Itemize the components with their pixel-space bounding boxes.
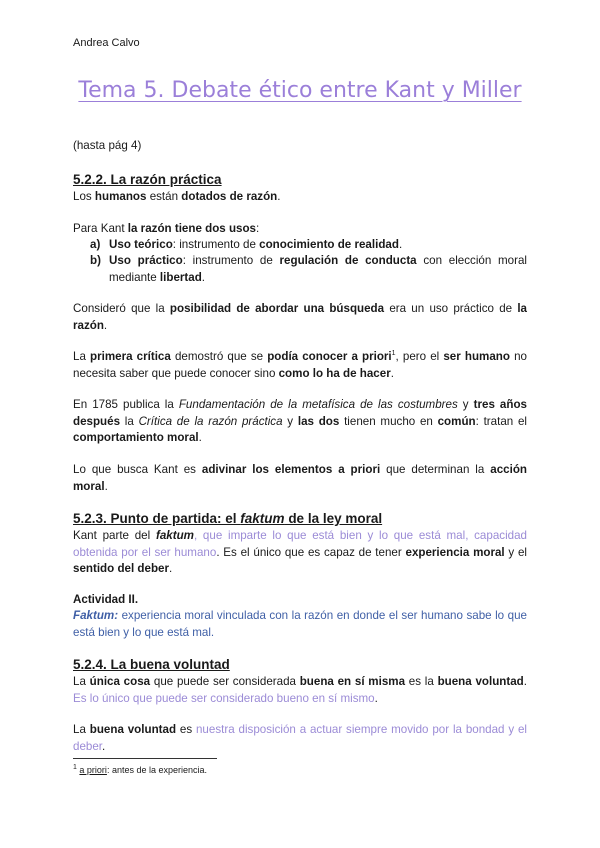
- paragraph-faktum: Kant parte del faktum, que imparte lo que está bien y lo que está mal, capacidad obtenida por el ser humano. Es el único que es capaz de tener experiencia moral y el sentido del deber.: [73, 529, 527, 575]
- page-title: Tema 5. Debate ético entre Kant y Miller: [78, 78, 522, 103]
- footnote-ref[interactable]: 1: [391, 350, 396, 358]
- activity-heading: Actividad II.: [73, 593, 139, 606]
- author-name: Andrea Calvo: [73, 37, 140, 49]
- list-item-uso-practico: b) Uso práctico: instrumento de regulación de conducta con elección moral mediante libertad.: [90, 254, 527, 284]
- paragraph-unica-cosa: La única cosa que puede ser considerada buena en sí misma es la buena voluntad. Es lo único que puede ser considerado bueno en sí mismo.: [73, 675, 527, 705]
- list-item-uso-teorico: a) Uso teórico: instrumento de conocimiento de realidad.: [90, 238, 403, 251]
- scope-note: (hasta pág 4): [73, 139, 142, 152]
- section-heading-razon-practica: 5.2.2. La razón práctica: [73, 172, 222, 187]
- section-heading-buena-voluntad: 5.2.4. La buena voluntad: [73, 657, 230, 672]
- activity-definition: Faktum: experiencia moral vinculada con la razón en donde el ser humano sabe lo que está bien y lo que está mal.: [73, 609, 527, 639]
- paragraph-humanos: Los humanos están dotados de razón.: [73, 190, 281, 203]
- footnote: $^1$ a priori: antes de la experiencia.: [73, 764, 208, 775]
- section-heading-punto-de-partida: 5.2.3. Punto de partida: el faktum de la ley moral: [73, 511, 383, 526]
- paragraph-primera-critica: La primera crítica demostró que se podía conocer a priori$^1$, pero el ser humano no necesita saber que puede conocer sino como lo ha de hacer.: [73, 350, 527, 380]
- paragraph-buena-voluntad: La buena voluntad es nuestra disposición a actuar siempre movido por la bondad y el deber.: [73, 723, 528, 753]
- footnote-divider: [73, 758, 217, 759]
- paragraph-dos-usos: Para Kant la razón tiene dos usos:: [73, 222, 260, 235]
- paragraph-posibilidad: Consideró que la posibilidad de abordar una búsqueda era un uso práctico de la razón.: [73, 302, 527, 332]
- paragraph-1785: En 1785 publica la Fundamentación de la metafísica de las costumbres y tres años después la Crítica de la razón práctica y las dos tienen mucho en común: tratan el comportamiento moral.: [73, 398, 528, 444]
- paragraph-adivinar: Lo que busca Kant es adivinar los elementos a priori que determinan la acción moral.: [73, 463, 527, 493]
